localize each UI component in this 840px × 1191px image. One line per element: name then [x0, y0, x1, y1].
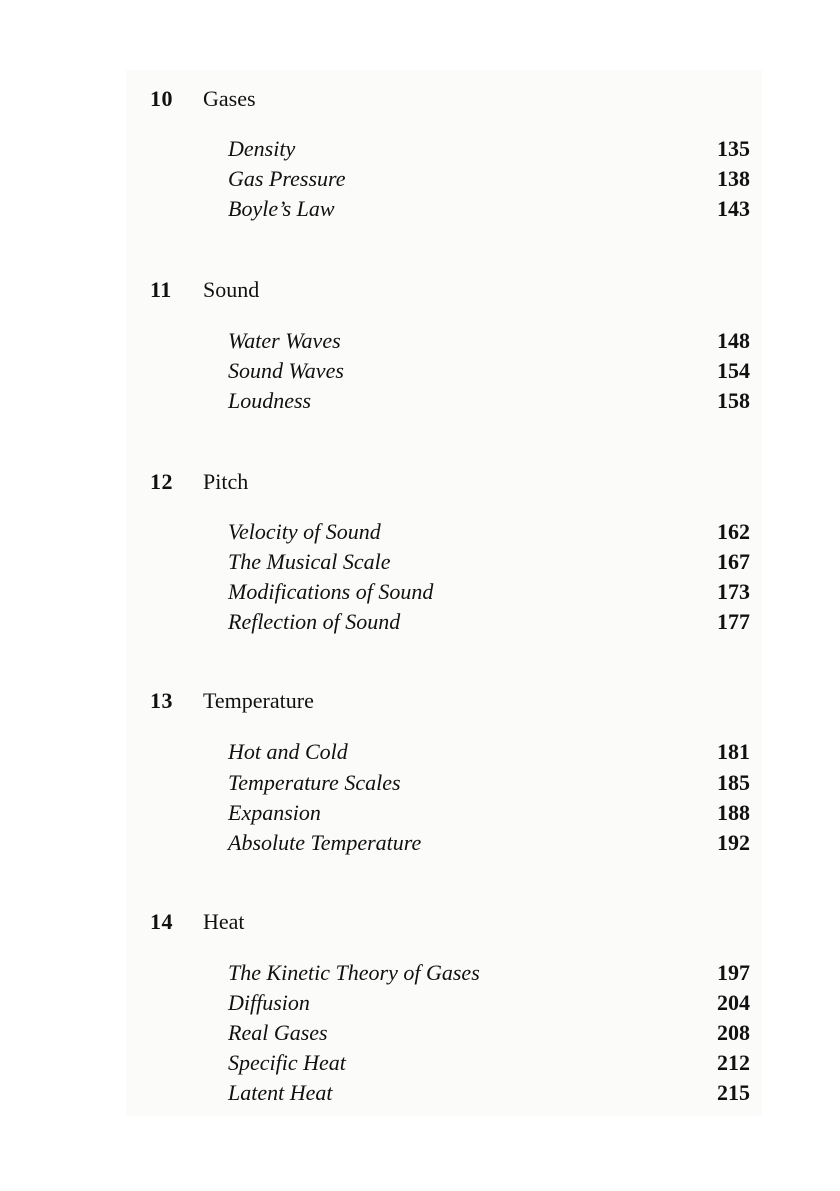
- toc-entry[interactable]: [0, 739, 840, 767]
- toc-entry[interactable]: [0, 609, 840, 637]
- toc-entry[interactable]: [0, 196, 840, 224]
- entry-title: Real Gases: [228, 1020, 328, 1045]
- chapter-title: Pitch: [203, 469, 249, 494]
- chapter-number: 11: [150, 277, 172, 302]
- entry-title: Sound Waves: [228, 358, 344, 383]
- entry-title: Boyle’s Law: [228, 196, 335, 221]
- chapter-title: Gases: [203, 86, 256, 111]
- toc-entry[interactable]: [0, 519, 840, 547]
- entry-title: Density: [228, 136, 296, 161]
- toc-entry[interactable]: [0, 166, 840, 194]
- chapter-title: Sound: [203, 277, 260, 302]
- toc-entry[interactable]: [0, 328, 840, 356]
- entry-page-number: 173: [717, 579, 750, 604]
- toc-entry[interactable]: [0, 579, 840, 607]
- entry-page-number: 181: [717, 739, 750, 764]
- entry-page-number: 192: [717, 830, 750, 855]
- chapter-heading: [0, 86, 840, 116]
- toc-entry[interactable]: [0, 990, 840, 1018]
- entry-page-number: 177: [717, 609, 750, 634]
- entry-title: Absolute Temperature: [228, 830, 422, 855]
- entry-page-number: 158: [717, 388, 750, 413]
- toc-entry[interactable]: [0, 388, 840, 416]
- chapter-number: 14: [150, 909, 173, 934]
- entry-title: Modifications of Sound: [228, 579, 434, 604]
- entry-page-number: 188: [717, 800, 750, 825]
- toc-entry[interactable]: [0, 358, 840, 386]
- chapter-heading: [0, 469, 840, 499]
- entry-page-number: 208: [717, 1020, 750, 1045]
- entry-title: Expansion: [228, 800, 321, 825]
- entry-page-number: 135: [717, 136, 750, 161]
- chapter-title: Heat: [203, 909, 245, 934]
- entry-page-number: 162: [717, 519, 750, 544]
- toc-entry[interactable]: [0, 960, 840, 988]
- toc-entry[interactable]: [0, 830, 840, 858]
- entry-page-number: 215: [717, 1080, 750, 1105]
- entry-page-number: 138: [717, 166, 750, 191]
- toc-entry[interactable]: [0, 1080, 840, 1108]
- entry-page-number: 185: [717, 770, 750, 795]
- entry-page-number: 143: [717, 196, 750, 221]
- entry-page-number: 197: [717, 960, 750, 985]
- entry-title: Gas Pressure: [228, 166, 346, 191]
- entry-title: Loudness: [228, 388, 312, 413]
- entry-title: Specific Heat: [228, 1050, 346, 1075]
- entry-page-number: 212: [717, 1050, 750, 1075]
- chapter-number: 12: [150, 469, 173, 494]
- entry-title: Latent Heat: [228, 1080, 333, 1105]
- toc-entry[interactable]: [0, 1020, 840, 1048]
- entry-page-number: 154: [717, 358, 750, 383]
- toc-entry[interactable]: [0, 549, 840, 577]
- entry-title: Temperature Scales: [228, 770, 401, 795]
- chapter-heading: [0, 277, 840, 307]
- entry-page-number: 148: [717, 328, 750, 353]
- toc-entry[interactable]: [0, 136, 840, 164]
- entry-title: The Musical Scale: [228, 549, 391, 574]
- chapter-heading: [0, 688, 840, 718]
- chapter-number: 13: [150, 688, 173, 713]
- entry-title: Velocity of Sound: [228, 519, 381, 544]
- chapter-title: Temperature: [203, 688, 314, 713]
- toc-entry[interactable]: [0, 770, 840, 798]
- entry-title: Water Waves: [228, 328, 341, 353]
- entry-title: Reflection of Sound: [228, 609, 401, 634]
- chapter-heading: [0, 909, 840, 939]
- entry-page-number: 167: [717, 549, 750, 574]
- toc-entry[interactable]: [0, 1050, 840, 1078]
- entry-title: Diffusion: [228, 990, 310, 1015]
- entry-page-number: 204: [717, 990, 750, 1015]
- toc-entry[interactable]: [0, 800, 840, 828]
- chapter-number: 10: [150, 86, 173, 111]
- entry-title: Hot and Cold: [228, 739, 348, 764]
- entry-title: The Kinetic Theory of Gases: [228, 960, 480, 985]
